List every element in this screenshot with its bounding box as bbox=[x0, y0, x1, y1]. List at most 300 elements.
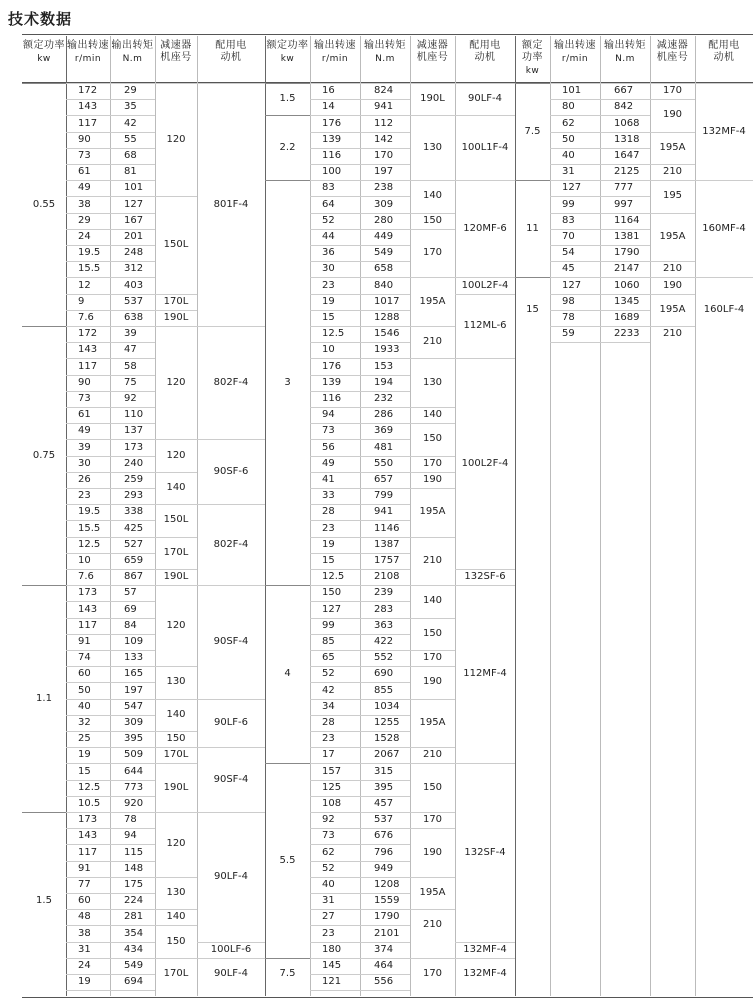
frame-value: 190L bbox=[163, 781, 189, 793]
row-line bbox=[310, 83, 410, 84]
speed-value: 61 bbox=[78, 409, 91, 421]
torque-value: 1068 bbox=[614, 117, 640, 129]
speed-value: 15 bbox=[78, 765, 91, 777]
speed-value: 91 bbox=[78, 862, 91, 874]
group-line bbox=[22, 812, 66, 813]
frame-span-line bbox=[410, 488, 455, 489]
speed-value: 23 bbox=[322, 279, 335, 291]
row-line bbox=[66, 715, 155, 716]
frame-value: 170 bbox=[422, 968, 443, 979]
torque-value: 127 bbox=[124, 198, 144, 210]
motor-value: 100L2F-4 bbox=[461, 457, 509, 469]
frame-value: 210 bbox=[422, 919, 443, 931]
header-power-label: 额定功率 bbox=[23, 40, 65, 51]
speed-value: 30 bbox=[78, 457, 91, 469]
frame-span-line bbox=[410, 747, 455, 748]
row-line bbox=[66, 877, 155, 878]
header-speed-unit: r/min bbox=[561, 54, 589, 64]
torque-value: 1255 bbox=[374, 716, 400, 728]
row-line bbox=[66, 407, 155, 408]
frame-span-line bbox=[650, 180, 695, 181]
motor-span-line bbox=[197, 585, 265, 586]
speed-value: 38 bbox=[78, 198, 91, 210]
speed-value: 25 bbox=[78, 733, 91, 745]
frame-value: 210 bbox=[662, 166, 683, 178]
frame-span-line bbox=[410, 423, 455, 424]
speed-value: 27 bbox=[322, 911, 335, 923]
motor-span-line bbox=[197, 958, 265, 959]
speed-value: 77 bbox=[78, 878, 91, 890]
speed-value: 176 bbox=[322, 360, 342, 372]
header-torque bbox=[360, 40, 410, 65]
speed-value: 173 bbox=[78, 587, 98, 599]
frame-value: 150 bbox=[422, 433, 443, 445]
row-line bbox=[66, 310, 155, 311]
torque-value: 1381 bbox=[614, 230, 640, 242]
torque-value: 1208 bbox=[374, 878, 400, 890]
motor-span-line bbox=[455, 958, 515, 959]
row-line bbox=[310, 537, 410, 538]
torque-value: 2147 bbox=[614, 263, 640, 275]
torque-value: 1164 bbox=[614, 214, 640, 226]
row-line bbox=[310, 796, 410, 797]
speed-value: 15.5 bbox=[78, 522, 101, 534]
motor-span-line bbox=[695, 180, 753, 181]
speed-value: 98 bbox=[562, 295, 575, 307]
row-line bbox=[310, 294, 410, 295]
motor-span-line bbox=[455, 83, 515, 84]
torque-value: 403 bbox=[124, 279, 144, 291]
row-line bbox=[310, 828, 410, 829]
row-line bbox=[310, 731, 410, 732]
torque-value: 110 bbox=[124, 409, 144, 421]
group-line bbox=[22, 83, 66, 84]
row-line bbox=[66, 958, 155, 959]
row-line bbox=[310, 148, 410, 149]
frame-value: 190L bbox=[420, 93, 445, 105]
frame-span-line bbox=[650, 132, 695, 133]
row-line bbox=[550, 261, 650, 262]
torque-value: 997 bbox=[614, 198, 634, 210]
torque-value: 2067 bbox=[374, 749, 400, 761]
header-speed bbox=[66, 40, 110, 65]
row-line bbox=[310, 407, 410, 408]
frame-value: 190 bbox=[422, 676, 443, 688]
torque-value: 867 bbox=[124, 571, 144, 583]
torque-value: 547 bbox=[124, 700, 144, 712]
motor-span-line bbox=[455, 294, 515, 295]
torque-value: 1528 bbox=[374, 733, 400, 745]
header-frame bbox=[410, 40, 455, 64]
power-value: 0.55 bbox=[32, 198, 56, 210]
torque-value: 69 bbox=[124, 603, 137, 615]
row-line bbox=[550, 180, 650, 181]
speed-value: 139 bbox=[322, 133, 342, 145]
header-frame-label: 减速器机座号 bbox=[416, 40, 449, 63]
torque-value: 941 bbox=[374, 101, 394, 113]
torque-value: 238 bbox=[374, 182, 394, 194]
frame-value: 140 bbox=[422, 409, 443, 421]
row-line bbox=[310, 358, 410, 359]
row-line bbox=[310, 844, 410, 845]
speed-value: 10.5 bbox=[78, 797, 101, 809]
motor-span-line bbox=[455, 942, 515, 943]
row-line bbox=[550, 229, 650, 230]
speed-value: 16 bbox=[322, 85, 335, 97]
speed-value: 32 bbox=[78, 716, 91, 728]
row-line bbox=[66, 261, 155, 262]
frame-span-line bbox=[410, 585, 455, 586]
frame-value: 170 bbox=[422, 247, 443, 259]
row-line bbox=[310, 715, 410, 716]
torque-value: 676 bbox=[374, 830, 394, 842]
torque-value: 796 bbox=[374, 846, 394, 858]
motor-value: 90SF-6 bbox=[213, 465, 249, 477]
row-line bbox=[66, 456, 155, 457]
row-line bbox=[66, 731, 155, 732]
row-line bbox=[66, 844, 155, 845]
group-line bbox=[265, 180, 310, 181]
row-line bbox=[550, 115, 650, 116]
speed-value: 24 bbox=[78, 230, 91, 242]
speed-value: 40 bbox=[322, 878, 335, 890]
header-torque-unit: N.m bbox=[375, 54, 395, 64]
speed-value: 157 bbox=[322, 765, 342, 777]
torque-value: 552 bbox=[374, 652, 394, 664]
motor-value: 132SF-4 bbox=[464, 846, 506, 858]
speed-value: 117 bbox=[78, 619, 98, 631]
torque-value: 2233 bbox=[614, 328, 640, 340]
torque-value: 667 bbox=[614, 85, 634, 97]
frame-value: 210 bbox=[662, 263, 683, 275]
speed-value: 108 bbox=[322, 797, 342, 809]
frame-value: 130 bbox=[166, 676, 186, 688]
speed-value: 31 bbox=[322, 895, 335, 907]
motor-span-line bbox=[197, 812, 265, 813]
torque-value: 354 bbox=[124, 927, 144, 939]
speed-value: 15 bbox=[322, 554, 335, 566]
row-line bbox=[66, 650, 155, 651]
torque-value: 39 bbox=[124, 328, 137, 340]
speed-value: 116 bbox=[322, 149, 342, 161]
frame-value: 210 bbox=[662, 328, 683, 340]
speed-value: 12.5 bbox=[78, 538, 101, 550]
motor-span-line bbox=[455, 277, 515, 278]
motor-value: 90SF-4 bbox=[213, 773, 249, 785]
frame-value: 210 bbox=[422, 554, 443, 566]
speed-value: 14 bbox=[322, 101, 335, 113]
torque-value: 133 bbox=[124, 652, 144, 664]
speed-value: 100 bbox=[322, 166, 342, 178]
speed-value: 62 bbox=[562, 117, 575, 129]
motor-span-line bbox=[455, 180, 515, 181]
torque-value: 1790 bbox=[374, 911, 400, 923]
header-motor-label: 配用电动机 bbox=[215, 40, 247, 63]
motor-value: 100LF-6 bbox=[210, 943, 252, 955]
speed-value: 7.6 bbox=[78, 571, 94, 583]
row-line bbox=[310, 650, 410, 651]
torque-value: 286 bbox=[374, 409, 394, 421]
header-torque-label: 输出转矩 bbox=[364, 40, 406, 51]
torque-value: 2101 bbox=[374, 927, 400, 939]
torque-value: 449 bbox=[374, 230, 394, 242]
speed-value: 90 bbox=[78, 133, 91, 145]
frame-value: 120 bbox=[166, 133, 186, 145]
torque-value: 842 bbox=[614, 101, 634, 113]
speed-value: 12 bbox=[78, 279, 91, 291]
motor-value: 90LF-4 bbox=[213, 870, 249, 882]
speed-value: 70 bbox=[562, 230, 575, 242]
frame-value: 150 bbox=[166, 935, 186, 947]
torque-value: 148 bbox=[124, 862, 144, 874]
speed-value: 12.5 bbox=[78, 781, 101, 793]
motor-span-line bbox=[455, 569, 515, 570]
header-torque bbox=[600, 40, 650, 65]
frame-value: 170L bbox=[163, 749, 189, 761]
frame-value: 130 bbox=[422, 141, 443, 153]
speed-value: 117 bbox=[78, 846, 98, 858]
speed-value: 117 bbox=[78, 117, 98, 129]
speed-value: 28 bbox=[322, 506, 335, 518]
header-motor bbox=[455, 40, 515, 64]
speed-value: 10 bbox=[322, 344, 335, 356]
torque-value: 949 bbox=[374, 862, 394, 874]
torque-value: 1559 bbox=[374, 895, 400, 907]
speed-value: 15.5 bbox=[78, 263, 101, 275]
frame-span-line bbox=[155, 83, 197, 84]
row-line bbox=[66, 342, 155, 343]
motor-span-line bbox=[455, 763, 515, 764]
row-line bbox=[66, 569, 155, 570]
row-line bbox=[310, 180, 410, 181]
speed-value: 121 bbox=[322, 976, 342, 988]
speed-value: 85 bbox=[322, 635, 335, 647]
row-line bbox=[310, 277, 410, 278]
torque-value: 777 bbox=[614, 182, 634, 194]
frame-value: 140 bbox=[422, 190, 443, 202]
speed-value: 176 bbox=[322, 117, 342, 129]
header-power-unit: kw bbox=[525, 66, 540, 76]
speed-value: 50 bbox=[78, 684, 91, 696]
row-line bbox=[66, 601, 155, 602]
motor-value: 100L2F-4 bbox=[461, 279, 509, 291]
frame-span-line bbox=[410, 456, 455, 457]
speed-value: 78 bbox=[562, 311, 575, 323]
row-line bbox=[66, 925, 155, 926]
torque-value: 527 bbox=[124, 538, 144, 550]
frame-value: 195A bbox=[419, 716, 446, 728]
header-speed-label: 输出转速 bbox=[314, 40, 356, 51]
speed-value: 65 bbox=[322, 652, 335, 664]
speed-value: 52 bbox=[322, 668, 335, 680]
row-line bbox=[310, 780, 410, 781]
frame-span-line bbox=[155, 310, 197, 311]
frame-value: 190 bbox=[662, 279, 683, 291]
motor-span-line bbox=[197, 504, 265, 505]
row-line bbox=[66, 585, 155, 586]
row-line bbox=[310, 877, 410, 878]
frame-span-line bbox=[410, 828, 455, 829]
group-line bbox=[265, 763, 310, 764]
speed-value: 9 bbox=[78, 295, 85, 307]
motor-value: 132MF-4 bbox=[463, 943, 507, 955]
motor-value: 802F-4 bbox=[213, 538, 249, 550]
frame-span-line bbox=[410, 358, 455, 359]
frame-span-line bbox=[410, 115, 455, 116]
motor-span-line bbox=[197, 83, 265, 84]
row-line bbox=[310, 925, 410, 926]
frame-span-line bbox=[155, 666, 197, 667]
power-value: 5.5 bbox=[279, 854, 296, 866]
torque-value: 240 bbox=[124, 457, 144, 469]
row-line bbox=[310, 634, 410, 635]
frame-span-line bbox=[155, 763, 197, 764]
group-line bbox=[22, 326, 66, 327]
speed-value: 99 bbox=[322, 619, 335, 631]
frame-span-line bbox=[410, 958, 455, 959]
power-value: 7.5 bbox=[524, 125, 541, 137]
frame-value: 195A bbox=[419, 506, 446, 518]
torque-value: 112 bbox=[374, 117, 394, 129]
motor-value: 132MF-4 bbox=[463, 968, 507, 979]
speed-value: 52 bbox=[322, 214, 335, 226]
motor-value: 100L1F-4 bbox=[461, 141, 509, 153]
speed-value: 26 bbox=[78, 473, 91, 485]
frame-span-line bbox=[155, 958, 197, 959]
motor-value: 120MF-6 bbox=[463, 222, 507, 234]
table-rule bbox=[22, 34, 753, 35]
torque-value: 197 bbox=[374, 166, 394, 178]
frame-value: 195 bbox=[662, 190, 683, 202]
row-line bbox=[66, 196, 155, 197]
header-power-label: 额定功率 bbox=[266, 40, 309, 51]
torque-value: 173 bbox=[124, 441, 144, 453]
speed-value: 40 bbox=[78, 700, 91, 712]
frame-value: 140 bbox=[166, 708, 186, 720]
speed-value: 73 bbox=[322, 425, 335, 437]
speed-value: 99 bbox=[562, 198, 575, 210]
frame-value: 190 bbox=[422, 846, 443, 858]
row-line bbox=[66, 828, 155, 829]
speed-value: 42 bbox=[322, 684, 335, 696]
torque-value: 232 bbox=[374, 392, 394, 404]
frame-value: 195A bbox=[659, 141, 686, 153]
speed-value: 31 bbox=[562, 166, 575, 178]
frame-value: 210 bbox=[422, 749, 443, 761]
motor-span-line bbox=[695, 277, 753, 278]
frame-value: 150 bbox=[166, 733, 186, 745]
frame-span-line bbox=[155, 472, 197, 473]
row-line bbox=[66, 520, 155, 521]
row-line bbox=[66, 83, 155, 84]
header-power-unit: kw bbox=[280, 54, 295, 64]
frame-value: 120 bbox=[166, 449, 186, 461]
torque-value: 1933 bbox=[374, 344, 400, 356]
torque-value: 35 bbox=[124, 101, 137, 113]
frame-value: 170L bbox=[163, 968, 189, 979]
row-line bbox=[550, 164, 650, 165]
frame-span-line bbox=[410, 909, 455, 910]
torque-value: 1387 bbox=[374, 538, 400, 550]
row-line bbox=[66, 666, 155, 667]
motor-span-line bbox=[197, 942, 265, 943]
frame-span-line bbox=[650, 326, 695, 327]
row-line bbox=[310, 553, 410, 554]
speed-value: 23 bbox=[322, 733, 335, 745]
speed-value: 117 bbox=[78, 360, 98, 372]
torque-value: 94 bbox=[124, 830, 137, 842]
header-frame bbox=[155, 40, 197, 64]
frame-value: 190 bbox=[422, 473, 443, 485]
speed-value: 92 bbox=[322, 814, 335, 826]
frame-span-line bbox=[410, 650, 455, 651]
torque-value: 58 bbox=[124, 360, 137, 372]
row-line bbox=[66, 229, 155, 230]
frame-value: 120 bbox=[166, 838, 186, 850]
frame-span-line bbox=[155, 196, 197, 197]
torque-value: 550 bbox=[374, 457, 394, 469]
row-line bbox=[66, 294, 155, 295]
row-line bbox=[550, 196, 650, 197]
frame-span-line bbox=[410, 699, 455, 700]
motor-span-line bbox=[455, 585, 515, 586]
frame-value: 150 bbox=[422, 627, 443, 639]
torque-value: 659 bbox=[124, 554, 144, 566]
torque-value: 1689 bbox=[614, 311, 640, 323]
header-speed-unit: r/min bbox=[74, 54, 102, 64]
column-separator bbox=[197, 36, 198, 996]
row-line bbox=[66, 326, 155, 327]
speed-value: 59 bbox=[562, 328, 575, 340]
speed-value: 139 bbox=[322, 376, 342, 388]
speed-value: 12.5 bbox=[322, 571, 345, 583]
frame-span-line bbox=[155, 877, 197, 878]
frame-span-line bbox=[410, 326, 455, 327]
speed-value: 12.5 bbox=[322, 328, 345, 340]
group-line bbox=[265, 115, 310, 116]
motor-value: 90SF-4 bbox=[213, 635, 249, 647]
torque-value: 309 bbox=[124, 716, 144, 728]
row-line bbox=[66, 942, 155, 943]
motor-value: 90LF-6 bbox=[213, 716, 249, 728]
power-value: 1.1 bbox=[36, 692, 52, 704]
frame-value: 190L bbox=[163, 311, 189, 323]
torque-value: 840 bbox=[374, 279, 394, 291]
row-line bbox=[310, 504, 410, 505]
frame-value: 140 bbox=[166, 911, 186, 923]
frame-span-line bbox=[410, 666, 455, 667]
torque-value: 374 bbox=[374, 943, 394, 955]
frame-span-line bbox=[650, 164, 695, 165]
speed-value: 24 bbox=[78, 959, 91, 971]
torque-value: 197 bbox=[124, 684, 144, 696]
frame-value: 190L bbox=[163, 571, 189, 583]
torque-value: 2125 bbox=[614, 166, 640, 178]
frame-span-line bbox=[155, 504, 197, 505]
torque-value: 395 bbox=[374, 781, 394, 793]
frame-value: 195A bbox=[659, 303, 686, 315]
frame-value: 170 bbox=[422, 652, 443, 664]
row-line bbox=[66, 439, 155, 440]
speed-value: 45 bbox=[562, 263, 575, 275]
torque-value: 549 bbox=[374, 247, 394, 259]
row-line bbox=[550, 148, 650, 149]
speed-value: 94 bbox=[322, 409, 335, 421]
frame-value: 170 bbox=[662, 85, 683, 97]
torque-value: 248 bbox=[124, 247, 144, 259]
torque-value: 312 bbox=[124, 263, 144, 275]
header-speed-label: 输出转速 bbox=[554, 40, 596, 51]
